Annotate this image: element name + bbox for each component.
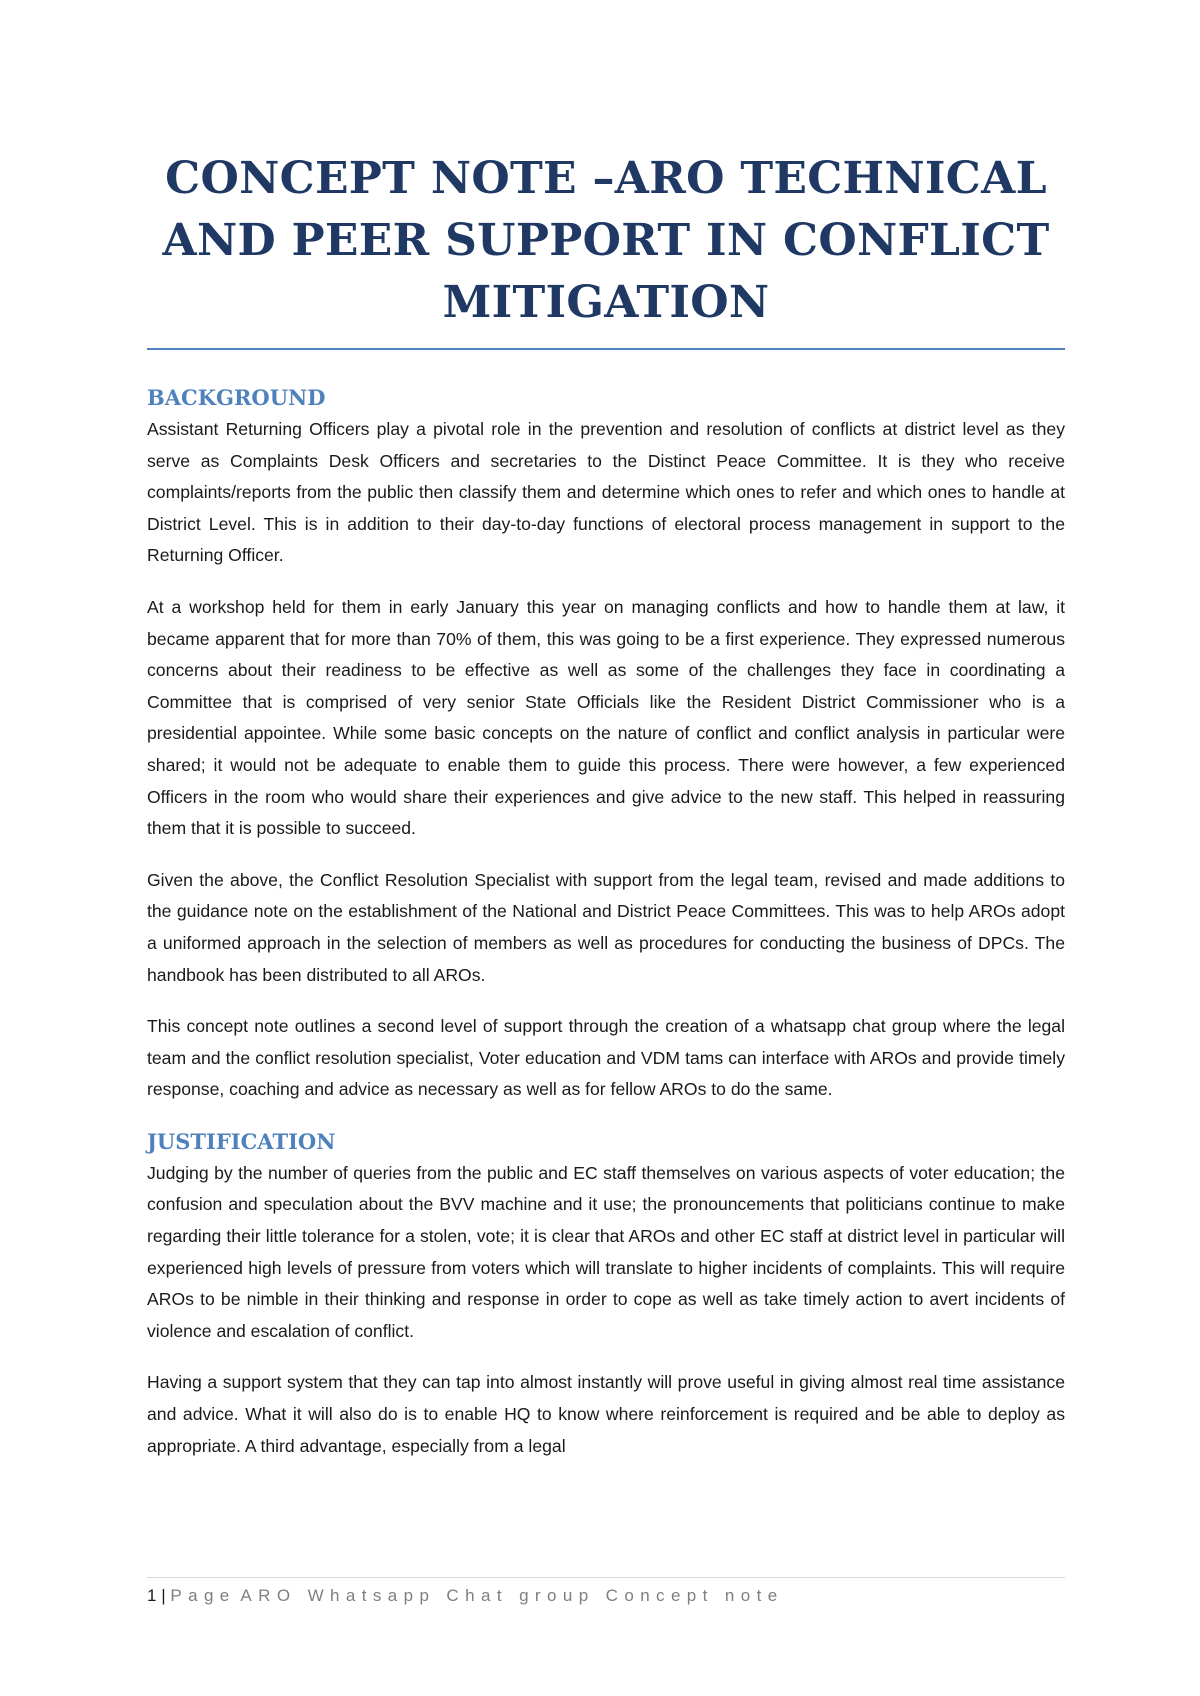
background-paragraph-2: At a workshop held for them in early January this year on managing conflicts and how to handle them at law, it became apparent that for more than 70% of them, this was going to be a first experience. They expressed numerous concerns about their readiness to be effective as well as some of the challenges they face in coordinating a Committee that is comprised of very senior State Officials like the Resident District Commissioner who is a presidential appointee. While some basic concepts on the nature of conflict and conflict analysis in particular were shared; it would not be adequate to enable them to guide this process. There were however, a few experienced Officers in the room who would share their experiences and give advice to the new staff. This helped in reassuring them that it is possible to succeed.: [147, 596, 1065, 839]
justification-paragraph-2: Having a support system that they can tap into almost instantly will prove useful in giving almost real time assistance and advice. What it will also do is to enable HQ to know where reinforcement is required and be able to deploy as appropriate. A third advantage, especially from a legal: [147, 1372, 1065, 1456]
justification-paragraph-1: Judging by the number of queries from the public and EC staff themselves on various aspects of voter education; the confusion and speculation about the BVV machine and it use; the pronouncements that politicians continue to make regarding their little tolerance for a stolen, vote; it is clear that AROs and other EC staff at district level in particular will experienced high levels of pressure from voters which will translate to higher incidents of complaints. This will require AROs to be nimble in their thinking and response in order to cope as well as take timely action to avert incidents of violence and escalation of conflict.: [147, 1162, 1065, 1341]
page-number: 1: [147, 1586, 157, 1605]
background-paragraph-3: Given the above, the Conflict Resolution Specialist with support from the legal team, revised and made additions to the guidance note on the establishment of the National and District Peace Committees. This was to help AROs adopt a uniformed approach in the selection of members as well as procedures for conducting the business of DPCs. The handbook has been distributed to all AROs.: [147, 869, 1065, 985]
section-heading-background: BACKGROUND: [147, 385, 326, 410]
page-content: [147, 148, 1065, 1462]
document-title: CONCEPT NOTE –ARO TECHNICAL AND PEER SUPPORT IN CONFLICT MITIGATION: [147, 148, 1065, 350]
background-paragraph-1: Assistant Returning Officers play a pivotal role in the prevention and resolution of conflicts at district level as they serve as Complaints Desk Officers and secretaries to the Distinct Peace Committee. It is they who receive complaints/reports from the public then classify them and determine which ones to refer and which ones to handle at District Level. This is in addition to their day-to-day functions of electoral process management in support to the Returning Officer.: [147, 419, 1065, 566]
footer-document-name: ARO Whatsapp Chat group Concept note: [240, 1586, 784, 1605]
section-heading-justification: JUSTIFICATION: [147, 1128, 336, 1154]
page-footer: [147, 1577, 1065, 1606]
background-paragraph-4: This concept note outlines a second level of support through the creation of a whatsapp chat group where the legal team and the conflict resolution specialist, Voter education and VDM tams can interface with AROs and provide timely response, coaching and advice as necessary as well as for fellow AROs to do the same.: [147, 1016, 1065, 1100]
footer-page-label: Page: [170, 1586, 236, 1605]
footer-separator: |: [161, 1586, 166, 1605]
